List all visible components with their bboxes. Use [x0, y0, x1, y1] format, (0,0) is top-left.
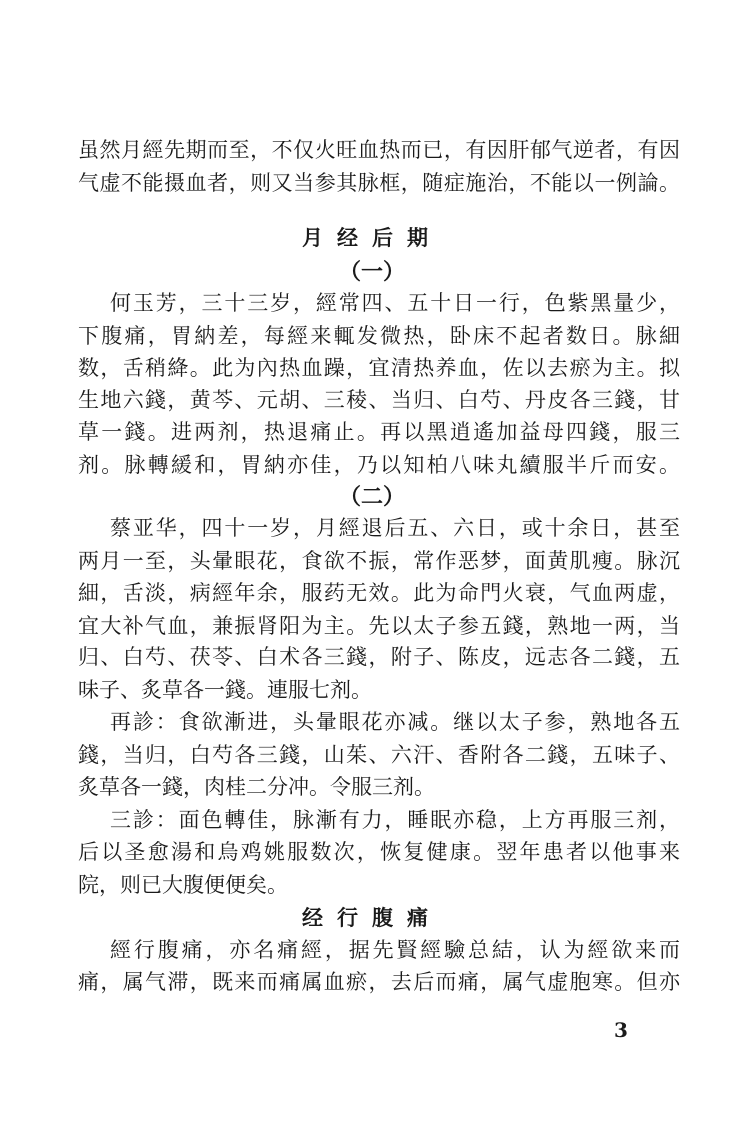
section-heading: 经行腹痛: [302, 905, 442, 930]
text-line: 后以圣愈湯和烏鸡姚服数次，恢复健康。翌年患者以他事来: [78, 840, 680, 864]
section-heading: 月经后期: [302, 225, 442, 250]
text-line: 虽然月經先期而至，不仅火旺血热而已，有因肝郁气逆者，有因: [78, 138, 680, 162]
page-number: 3: [614, 1018, 628, 1042]
text-line: 数，舌稍絳。此为內热血躁，宜清热养血，佐以去瘀为主。拟: [78, 356, 680, 380]
text-line: 生地六錢，黄芩、元胡、三稜、当归、白芍、丹皮各三錢，甘: [78, 388, 680, 412]
text-line: 痛，属气滞，既来而痛属血瘀，去后而痛，属气虚胞寒。但亦: [78, 970, 680, 994]
text-line: 何玉芳，三十三岁，經常四、五十日一行，色紫黑量少，: [110, 291, 680, 315]
text-line: 蔡亚华，四十一岁，月經退后五、六日，或十余日，甚至: [110, 516, 680, 540]
text-line: 下腹痛，胃納差，每經来輒发微热，卧床不起者数日。脉細: [78, 324, 680, 348]
text-line: 剂。脉轉緩和，胃納亦佳，乃以知柏八味丸續服半斤而安。: [78, 453, 680, 477]
case-label: （一）: [338, 259, 405, 285]
text-line: 草一錢。进两剂，热退痛止。再以黑逍遙加益母四錢，服三: [78, 420, 680, 444]
text-line: 宜大补气血，兼振肾阳为主。先以太子参五錢，熟地一两，当: [78, 614, 680, 638]
text-line: 两月一至，头暈眼花，食欲不振，常作恶梦，面黄肌瘦。脉沉: [78, 549, 680, 573]
text-line: 錢，当归，白芍各三錢，山茱、六汗、香附各二錢，五味子、: [78, 743, 680, 767]
text-line: 气虚不能摄血者，则又当参其脉框，随症施治，不能以一例論。: [78, 171, 680, 195]
case-label: （二）: [338, 484, 405, 510]
text-line: 炙草各一錢，肉桂二分冲。令服三剂。: [78, 775, 435, 799]
text-line: 再診：食欲漸进，头暈眼花亦减。继以太子参，熟地各五: [110, 710, 680, 734]
text-line: 細，舌淡，病經年余，服药无效。此为命門火衰，气血两虚，: [78, 581, 680, 605]
text-line: 經行腹痛，亦名痛經，据先賢經驗总結，认为經欲来而: [110, 938, 680, 962]
text-line: 味子、炙草各一錢。連服七剂。: [78, 678, 372, 702]
text-line: 三診：面色轉佳，脉漸有力，睡眠亦稳，上方再服三剂，: [110, 808, 680, 832]
text-line: 院，则已大腹便便矣。: [78, 873, 288, 897]
text-line: 归、白芍、茯苓、白术各三錢，附子、陈皮，远志各二錢，五: [78, 645, 680, 669]
